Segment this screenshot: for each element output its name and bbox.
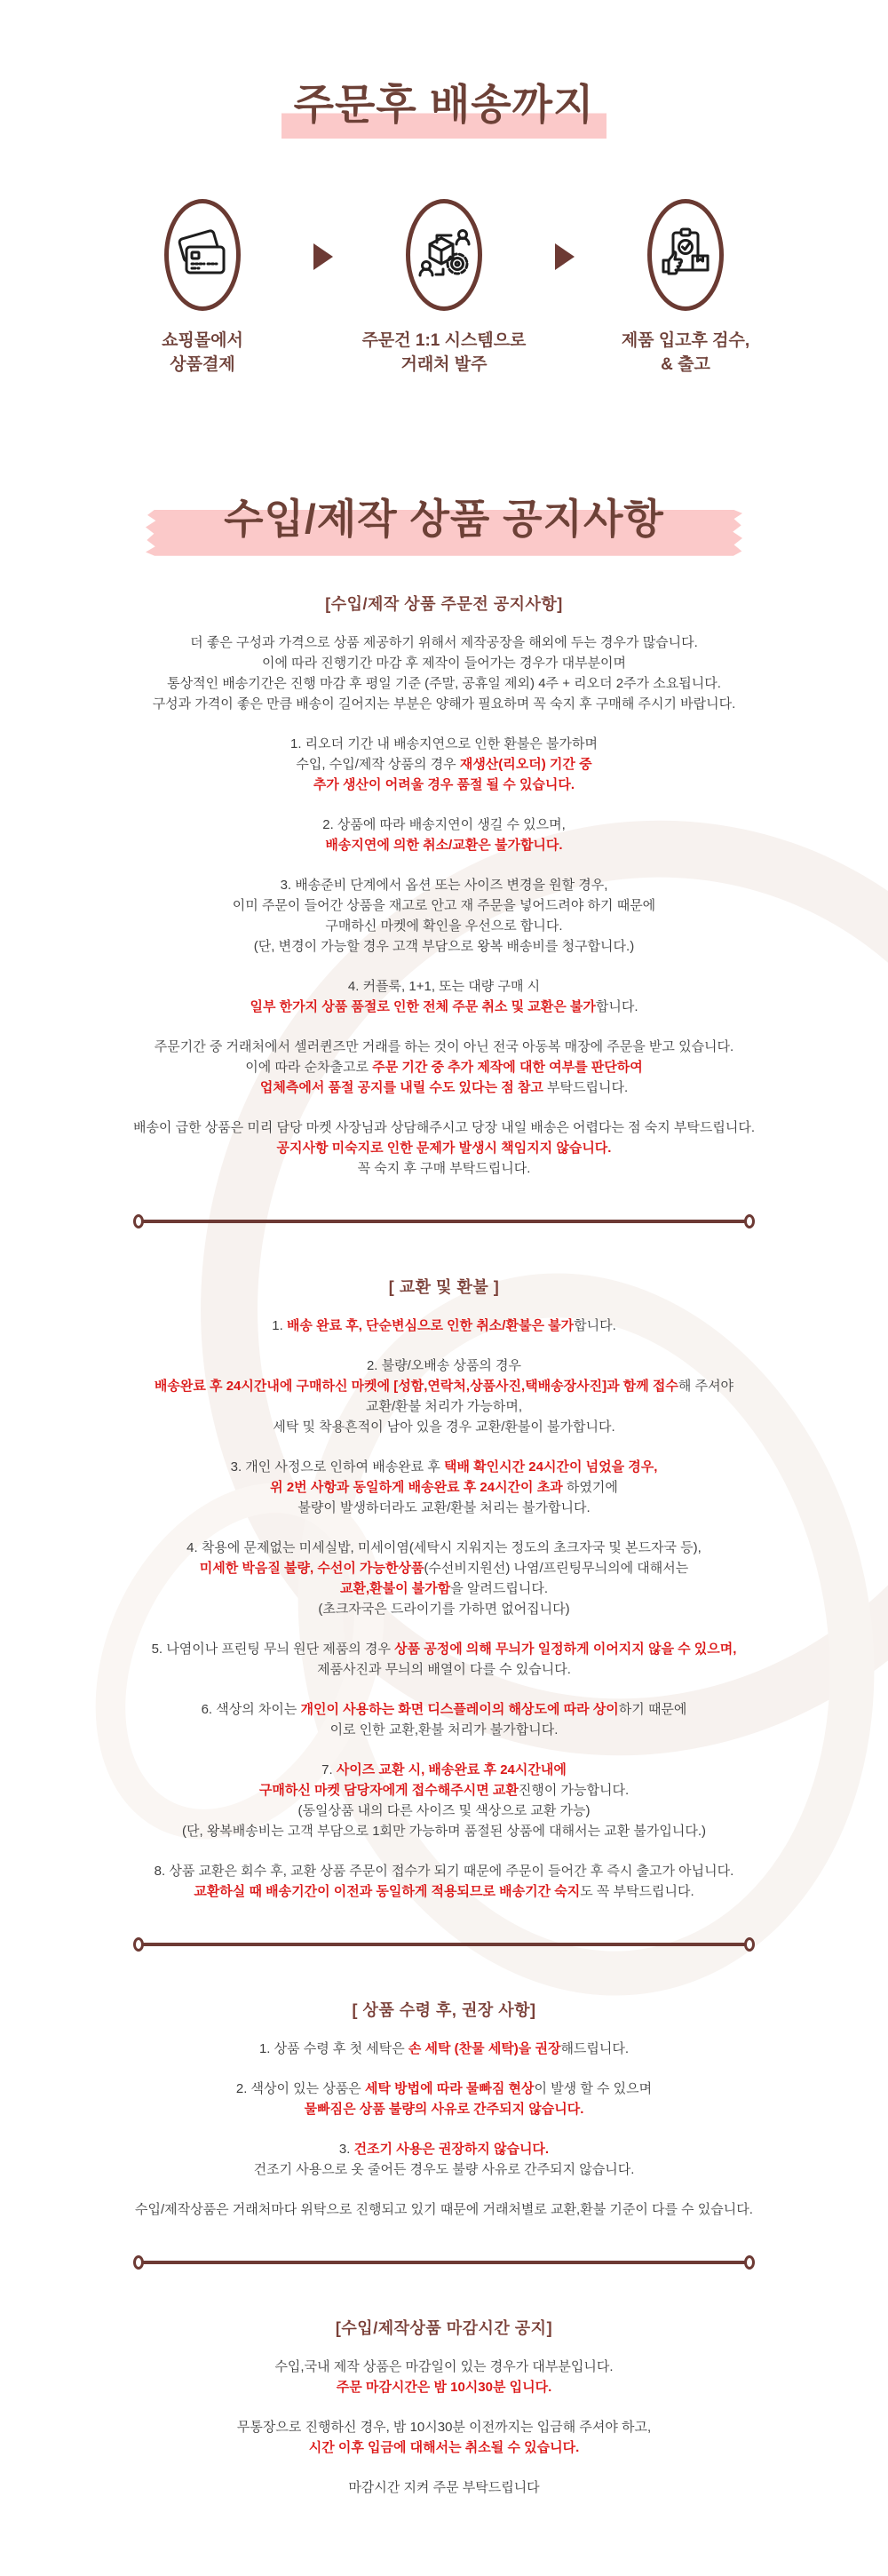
body-text: 도 꼭 부탁드립니다. — [580, 1883, 694, 1899]
notice-block — [0, 1538, 888, 1619]
notice-line — [0, 1760, 888, 1780]
order-system-icon — [412, 223, 476, 287]
section-header: [ 교환 및 환불 ] — [388, 1277, 500, 1296]
notice-title-section — [0, 476, 888, 561]
body-text: 배송이 급한 상품은 미리 담당 마켓 사장님과 상담해주시고 당장 내일 배송은 어렵다는 점 숙지 부탁드립니다. — [132, 1119, 756, 1135]
body-text: 3. — [338, 2141, 354, 2157]
notice-section — [0, 584, 888, 1179]
body-text: 주문기간 중 거래처에서 셀러퀸즈만 거래를 하는 것이 아닌 전국 아동복 매장에 주문을 받고 있습니다. — [154, 1038, 734, 1054]
body-text: 무통장으로 진행하신 경우, 밤 10시30분 이전까지는 입금해 주셔야 하고, — [236, 2419, 652, 2435]
body-text: 불량이 발생하더라도 교환/환불 처리는 불가합니다. — [297, 1499, 591, 1515]
body-text: 교환/환불 처리가 가능하며, — [365, 1398, 523, 1414]
emphasis-text: 사이즈 교환 시, 배송완료 후 24시간내에 — [336, 1761, 567, 1777]
page-title: 주문후 배송까지 — [281, 78, 607, 139]
step-label-line: 제품 입고후 검수, — [621, 330, 750, 350]
notice-block — [0, 2199, 888, 2220]
body-text: 통상적인 배송기간은 진행 마감 후 평일 기준 (주말, 공휴일 제외) 4주 + 리오더 2주가 소요됩니다. — [167, 675, 721, 691]
body-text: 수입,국내 제작 상품은 마감일이 있는 경우가 대부분입니다. — [274, 2358, 614, 2374]
notice-line — [0, 1138, 888, 1158]
notice-block — [0, 2079, 888, 2119]
arrow-right-icon — [555, 243, 575, 270]
notice-line — [0, 976, 888, 997]
notice-block — [0, 1861, 888, 1902]
notice-line — [0, 1477, 888, 1498]
emphasis-text: 주문 기간 중 추가 제작에 대한 여부를 판단하여 — [372, 1059, 643, 1075]
emphasis-text: 교환하실 때 배송기간이 이전과 동일하게 적용되므로 배송기간 숙지 — [194, 1883, 581, 1899]
notice-line — [0, 1599, 888, 1619]
emphasis-text: 주문 마감시간은 밤 10시30분 입니다. — [336, 2379, 552, 2395]
notice-line — [0, 1538, 888, 1558]
notice-line — [0, 2139, 888, 2159]
notice-line — [0, 2417, 888, 2437]
notice-block — [0, 2417, 888, 2458]
divider-line — [143, 1943, 745, 1946]
notice-line — [0, 2377, 888, 2397]
emphasis-text: 재생산(리오더) 기간 중 — [459, 756, 592, 772]
body-text: 구매하신 마켓에 확인을 우선으로 합니다. — [325, 918, 563, 934]
notice-line — [0, 1639, 888, 1659]
body-text: 4. 커플룩, 1+1, 또는 대량 구매 시 — [347, 978, 541, 994]
body-text: 건조기 사용으로 옷 줄어든 경우도 불량 사유로 간주되지 않습니다. — [253, 2161, 635, 2177]
emphasis-text: 구매하신 마켓 담당자에게 접수해주시면 교환 — [258, 1782, 519, 1798]
notice-line — [0, 1158, 888, 1179]
section-divider — [133, 1214, 755, 1228]
order-process-steps — [0, 199, 888, 377]
body-text: 2. 색상이 있는 상품은 — [235, 2080, 365, 2096]
notice-line — [0, 1821, 888, 1841]
emphasis-text: 업체측에서 품절 공지를 내릴 수도 있다는 점 참고 — [259, 1079, 543, 1095]
step-label — [91, 329, 313, 377]
section-divider — [133, 2255, 755, 2270]
notice-line — [0, 775, 888, 795]
notice-block — [0, 1760, 888, 1841]
body-text: 합니다. — [595, 998, 638, 1014]
notice-line — [0, 1659, 888, 1680]
notice-block — [0, 976, 888, 1017]
body-text: 부탁드립니다. — [543, 1079, 629, 1095]
emphasis-text: 교환,환불이 불가함 — [339, 1580, 451, 1596]
body-text: 6. 색상의 차이는 — [201, 1701, 301, 1717]
notice-line — [0, 1057, 888, 1077]
emphasis-text: 세탁 방법에 따라 물빠짐 현상 — [364, 2080, 535, 2096]
notice-title: 수입/제작 상품 공지사항 — [224, 495, 664, 542]
notice-block — [0, 632, 888, 714]
body-text: 하기 때문에 — [618, 1701, 687, 1717]
notice-line — [0, 2039, 888, 2059]
body-text: 하였기에 — [562, 1479, 618, 1495]
notice-line — [0, 1578, 888, 1599]
notice-line — [0, 895, 888, 916]
divider-line — [143, 1220, 745, 1223]
notice-line — [0, 653, 888, 673]
step-label-line: & 출고 — [661, 354, 710, 374]
body-text: 2. 불량/오배송 상품의 경우 — [366, 1357, 522, 1373]
emphasis-text: 추가 생산이 어려울 경우 품절 될 수 있습니다. — [313, 776, 575, 792]
divider-ring-icon — [744, 1937, 755, 1952]
notice-line — [0, 2079, 888, 2099]
notice-block — [0, 2477, 888, 2498]
notice-line — [0, 1780, 888, 1801]
body-text: 3. 배송준비 단계에서 옵션 또는 사이즈 변경을 원할 경우, — [280, 877, 608, 893]
notice-line — [0, 997, 888, 1017]
section-header: [ 상품 수령 후, 권장 사항] — [352, 2000, 536, 2019]
emphasis-text: 일부 한가지 상품 품절로 인한 전체 주문 취소 및 교환은 불가 — [250, 998, 596, 1014]
step-label — [575, 329, 797, 377]
body-text: 제품사진과 무늬의 배열이 다를 수 있습니다. — [317, 1661, 571, 1677]
body-text: 해드립니다. — [560, 2040, 630, 2056]
body-text: 수입/제작상품은 거래처마다 위탁으로 진행되고 있기 때문에 거래처별로 교환,환불 기준이 다를 수 있습니다. — [135, 2201, 753, 2217]
step-label-line: 상품결제 — [170, 354, 235, 374]
body-text: 더 좋은 구성과 가격으로 상품 제공하기 위해서 제작공장을 해외에 두는 경우가 많습니다. — [190, 634, 698, 650]
notice-line — [0, 1801, 888, 1821]
notice-line — [0, 2199, 888, 2220]
divider-ring-icon — [744, 2255, 755, 2270]
step-circle — [406, 199, 482, 311]
notice-line — [0, 632, 888, 653]
emphasis-text: 배송완료 후 24시간내에 구매하신 마켓에 [성함,연락처,상품사진,택배송장사진]과 함께 접수 — [154, 1378, 678, 1394]
notice-block — [0, 815, 888, 855]
notice-sections — [0, 584, 888, 2498]
body-text: (단, 왕복배송비는 고객 부담으로 1회만 가능하며 품절된 상품에 대해서는 교환 불가입니다.) — [182, 1823, 706, 1839]
notice-line — [0, 916, 888, 936]
notice-line — [0, 673, 888, 694]
notice-block — [0, 875, 888, 957]
emphasis-text: 배송 완료 후, 단순변심으로 인한 취소/환불은 불가 — [286, 1317, 575, 1333]
body-text: 마감시간 지켜 주문 부탁드립니다 — [348, 2479, 540, 2495]
emphasis-text: 공지사항 미숙지로 인한 문제가 발생시 책임지지 않습니다. — [276, 1140, 612, 1156]
credit-card-icon — [170, 223, 234, 287]
body-text: 세탁 및 착용흔적이 남아 있을 경우 교환/환불이 불가합니다. — [273, 1419, 615, 1435]
body-text: 꼭 숙지 후 구매 부탁드립니다. — [357, 1160, 531, 1176]
notice-line — [0, 1117, 888, 1138]
body-text: 수입, 수입/제작 상품의 경우 — [296, 756, 460, 772]
notice-line — [0, 815, 888, 835]
notice-line — [0, 1699, 888, 1720]
step-label-line: 주문건 1:1 시스템으로 — [361, 330, 527, 350]
process-step-order — [333, 199, 555, 377]
notice-block — [0, 1699, 888, 1740]
notice-line — [0, 1396, 888, 1417]
body-text: 이에 따라 순차출고로 — [245, 1059, 373, 1075]
notice-line — [0, 1356, 888, 1376]
body-text: 7. — [321, 1761, 337, 1777]
step-circle — [647, 199, 724, 311]
notice-line — [0, 875, 888, 895]
body-text: 1. — [272, 1317, 287, 1333]
step-label-line: 거래처 발주 — [400, 354, 488, 374]
notice-block — [0, 2357, 888, 2397]
emphasis-text: 건조기 사용은 권장하지 않습니다. — [353, 2141, 550, 2157]
body-text: 4. 착용에 문제없는 미세실밥, 미세이염(세탁시 지워지는 정도의 초크자국 및 본드자국 등), — [186, 1539, 702, 1555]
emphasis-text: 위 2번 사항과 동일하게 배송완료 후 24시간이 초과 — [270, 1479, 563, 1495]
body-text: 8. 상품 교환은 회수 후, 교환 상품 주문이 접수가 되기 때문에 주문이 들어간 후 즉시 출고가 아닙니다. — [154, 1863, 734, 1879]
notice-line — [0, 1720, 888, 1740]
notice-line — [0, 1077, 888, 1098]
hero-section — [0, 0, 888, 139]
notice-block — [0, 1316, 888, 1336]
notice-block — [0, 734, 888, 795]
notice-line — [0, 2159, 888, 2180]
step-label-line: 쇼핑몰에서 — [162, 330, 243, 350]
body-text: 진행이 가능합니다. — [518, 1782, 630, 1798]
notice-line — [0, 936, 888, 957]
notice-line — [0, 1417, 888, 1437]
notice-line — [0, 1376, 888, 1396]
body-text: 5. 나염이나 프린팅 무늬 원단 제품의 경우 — [151, 1641, 395, 1657]
emphasis-text: 손 세탁 (찬물 세탁)을 권장 — [408, 2040, 561, 2056]
notice-line — [0, 694, 888, 714]
inspection-icon — [654, 223, 718, 287]
divider-ring-icon — [744, 1214, 755, 1228]
notice-block — [0, 1457, 888, 1518]
process-step-payment — [91, 199, 313, 377]
emphasis-text: 물빠짐은 상품 불량의 사유로 간주되지 않습니다. — [304, 2101, 584, 2117]
notice-line — [0, 1037, 888, 1057]
section-divider — [133, 1937, 755, 1952]
body-text: 을 알려드립니다. — [450, 1580, 549, 1596]
emphasis-text: 개인이 사용하는 화면 디스플레이의 해상도에 따라 상이 — [300, 1701, 619, 1717]
notice-line — [0, 1881, 888, 1902]
process-step-inspection — [575, 199, 797, 377]
arrow-right-icon — [313, 243, 333, 270]
body-text: 1. 리오더 기간 내 배송지연으로 인한 환불은 불가하며 — [290, 735, 598, 751]
notice-line — [0, 1316, 888, 1336]
body-text: (동일상품 내의 다른 사이즈 및 색상으로 교환 가능) — [297, 1802, 591, 1818]
body-text: 3. 개인 사정으로 인하여 배송완료 후 — [230, 1459, 444, 1475]
body-text: 구성과 가격이 좋은 만큼 배송이 길어지는 부분은 양해가 필요하며 꼭 숙지 후 구매해 주시기 바랍니다. — [152, 696, 736, 712]
notice-section — [0, 1268, 888, 1902]
divider-line — [143, 2261, 745, 2264]
notice-line — [0, 835, 888, 855]
notice-line — [0, 1498, 888, 1518]
notice-line — [0, 2357, 888, 2377]
body-text: 해 주셔야 — [678, 1378, 734, 1394]
notice-line — [0, 1861, 888, 1881]
section-header: [수입/제작상품 마감시간 공지] — [335, 2318, 553, 2337]
notice-line — [0, 1558, 888, 1578]
notice-line — [0, 2099, 888, 2119]
step-circle — [164, 199, 241, 311]
notice-section — [0, 1991, 888, 2220]
emphasis-text: 시간 이후 입금에 대해서는 취소될 수 있습니다. — [308, 2439, 580, 2455]
notice-line — [0, 1457, 888, 1477]
notice-block — [0, 2139, 888, 2180]
body-text: 이 발생 할 수 있으며 — [534, 2080, 653, 2096]
body-text: 이에 따라 진행기간 마감 후 제작이 들어가는 경우가 대부분이며 — [261, 655, 627, 671]
emphasis-text: 미세한 박음질 불량, 수선이 가능한상품 — [199, 1560, 424, 1576]
body-text: 1. 상품 수령 후 첫 세탁은 — [258, 2040, 408, 2056]
body-text: 이미 주문이 들어간 상품을 재고로 안고 재 주문을 넣어드려야 하기 때문에 — [232, 897, 656, 913]
body-text: (초크자국은 드라이기를 가하면 없어집니다) — [318, 1601, 570, 1617]
body-text: (단, 변경이 가능할 경우 고객 부담으로 왕복 배송비를 청구합니다.) — [253, 938, 635, 954]
notice-line — [0, 2437, 888, 2458]
notice-block — [0, 2039, 888, 2059]
body-text: 2. 상품에 따라 배송지연이 생길 수 있으며, — [322, 816, 566, 832]
notice-block — [0, 1356, 888, 1437]
body-text: 이로 인한 교환,환불 처리가 불가합니다. — [329, 1721, 559, 1737]
emphasis-text: 배송지연에 의한 취소/교환은 불가합니다. — [325, 837, 563, 853]
notice-block — [0, 1117, 888, 1179]
notice-line — [0, 754, 888, 775]
body-text: (수선비지원선) 나염/프린팅무늬의에 대해서는 — [424, 1560, 689, 1576]
emphasis-text: 택배 확인시간 24시간이 넘었을 경우, — [444, 1459, 658, 1475]
notice-section — [0, 2309, 888, 2498]
notice-block — [0, 1037, 888, 1098]
notice-line — [0, 2477, 888, 2498]
emphasis-text: 상품 공정에 의해 무늬가 일정하게 이어지지 않을 수 있으며, — [394, 1641, 737, 1657]
body-text: 합니다. — [574, 1317, 616, 1333]
notice-block — [0, 1639, 888, 1680]
notice-line — [0, 734, 888, 754]
step-label — [333, 329, 555, 377]
section-header: [수입/제작 상품 주문전 공지사항] — [325, 594, 563, 613]
